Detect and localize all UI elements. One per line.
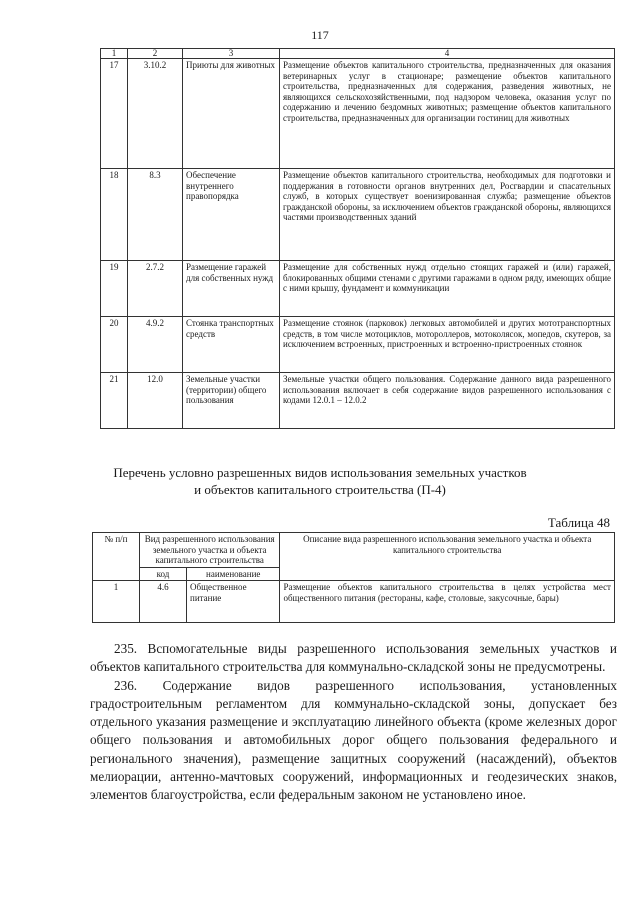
- use-name: Приюты для животных: [183, 59, 280, 169]
- header-cell-number: № п/п: [93, 533, 140, 581]
- use-description: Размещение для собственных нужд отдельно стоящих гаражей и (или) гаражей, блокированных общими стенами с другими гаражами в одном ряду, имеющих общие с ними крышу, фундамент и коммуникации: [280, 261, 615, 317]
- use-description: Земельные участки общего пользования. Содержание данного вида разрешенного использования включает в себя содержание видов разрешенного использования с кодами 12.0.1 – 12.0.2: [280, 373, 615, 429]
- header-cell-description: Описание вида разрешенного использования земельного участка и объекта капитального строительства: [280, 533, 615, 581]
- use-name: Стоянка транспортных средств: [183, 317, 280, 373]
- permitted-uses-table: [100, 48, 615, 429]
- use-description: Размещение объектов капитального строительства, предназначенных для оказания ветеринарных услуг в стационаре; размещение объектов капитального строительства, предназначенных для содержания, разведения животных, не являющихся сельскохозяйственными, под надзором человека, оказания услуг по содержанию и лечению бездомных животных; размещение объектов капитального строительства, предназначенных для организации гостиниц для животных: [280, 59, 615, 169]
- section-title: [0, 464, 640, 498]
- header-cell-type: Вид разрешенного использования земельного участка и объекта капитального строительства: [140, 533, 280, 568]
- row-number: 21: [101, 373, 128, 429]
- body-text: [90, 640, 617, 805]
- table-row: [101, 317, 615, 373]
- paragraph: 235. Вспомогательные виды разрешенного использования земельных участков и объектов капитального строительства для коммунально-складской зоны не предусмотрены.: [90, 641, 617, 675]
- use-code: 4.9.2: [128, 317, 183, 373]
- table-header-row: [93, 533, 615, 568]
- page-number: 117: [311, 28, 329, 42]
- table-row: [101, 169, 615, 261]
- header-cell: 4: [280, 49, 615, 59]
- table-label: Таблица 48: [547, 515, 610, 530]
- row-number: 17: [101, 59, 128, 169]
- use-name: Земельные участки (территории) общего пользования: [183, 373, 280, 429]
- paragraph: 236. Содержание видов разрешенного использования, установленных градостроительным регламентом для коммунально-складской зоны, допускает без отдельного указания размещение и эксплуатацию линейного объекта (кроме железных дорог общего пользования и автомобильных дорог общего пользования федерального и регионального значения), размещение защитных сооружений (насаждений), объектов мелиорации, антенно-мачтовых сооружений, информационных и геодезических знаков, элементов благоустройства, если федеральным законом не установлено иное.: [90, 677, 617, 803]
- use-description: Размещение стоянок (парковок) легковых автомобилей и других мототранспортных средств, в том числе мотоциклов, мотороллеров, мотоколясок, мопедов, скутеров, за исключением встроенных, пристроенных и встроенно-пристроенных стоянок: [280, 317, 615, 373]
- subheader-code: код: [140, 567, 187, 581]
- row-number: 20: [101, 317, 128, 373]
- use-description: Размещение объектов капитального строительства, необходимых для подготовки и поддержания в готовности органов внутренних дел, Росгвардии и спасательных служб, в которых существует военизированная служба; размещение объектов гражданской обороны, за исключением объектов гражданской обороны, являющихся частями производственных зданий: [280, 169, 615, 261]
- use-name: Размещение гаражей для собственных нужд: [183, 261, 280, 317]
- section-title-line: Перечень условно разрешенных видов использования земельных участков: [113, 465, 527, 480]
- subheader-name: наименование: [187, 567, 280, 581]
- row-number: 19: [101, 261, 128, 317]
- use-code: 4.6: [140, 581, 187, 623]
- table-header-row: [101, 49, 615, 59]
- row-number: 18: [101, 169, 128, 261]
- use-description: Размещение объектов капитального строительства в целях устройства мест общественного питания (рестораны, кафе, столовые, закусочные, бары): [280, 581, 615, 623]
- table-row: [101, 261, 615, 317]
- table-row: [101, 59, 615, 169]
- use-name: Обеспечение внутреннего правопорядка: [183, 169, 280, 261]
- use-code: 2.7.2: [128, 261, 183, 317]
- use-name: Общественное питание: [187, 581, 280, 623]
- use-code: 12.0: [128, 373, 183, 429]
- table-row: [101, 373, 615, 429]
- section-title-line: и объектов капитального строительства (П-4): [194, 482, 446, 497]
- use-code: 3.10.2: [128, 59, 183, 169]
- header-cell: 2: [128, 49, 183, 59]
- header-cell: 1: [101, 49, 128, 59]
- row-number: 1: [93, 581, 140, 623]
- conditional-uses-table: [92, 532, 615, 623]
- header-cell: 3: [183, 49, 280, 59]
- table-row: [93, 581, 615, 623]
- use-code: 8.3: [128, 169, 183, 261]
